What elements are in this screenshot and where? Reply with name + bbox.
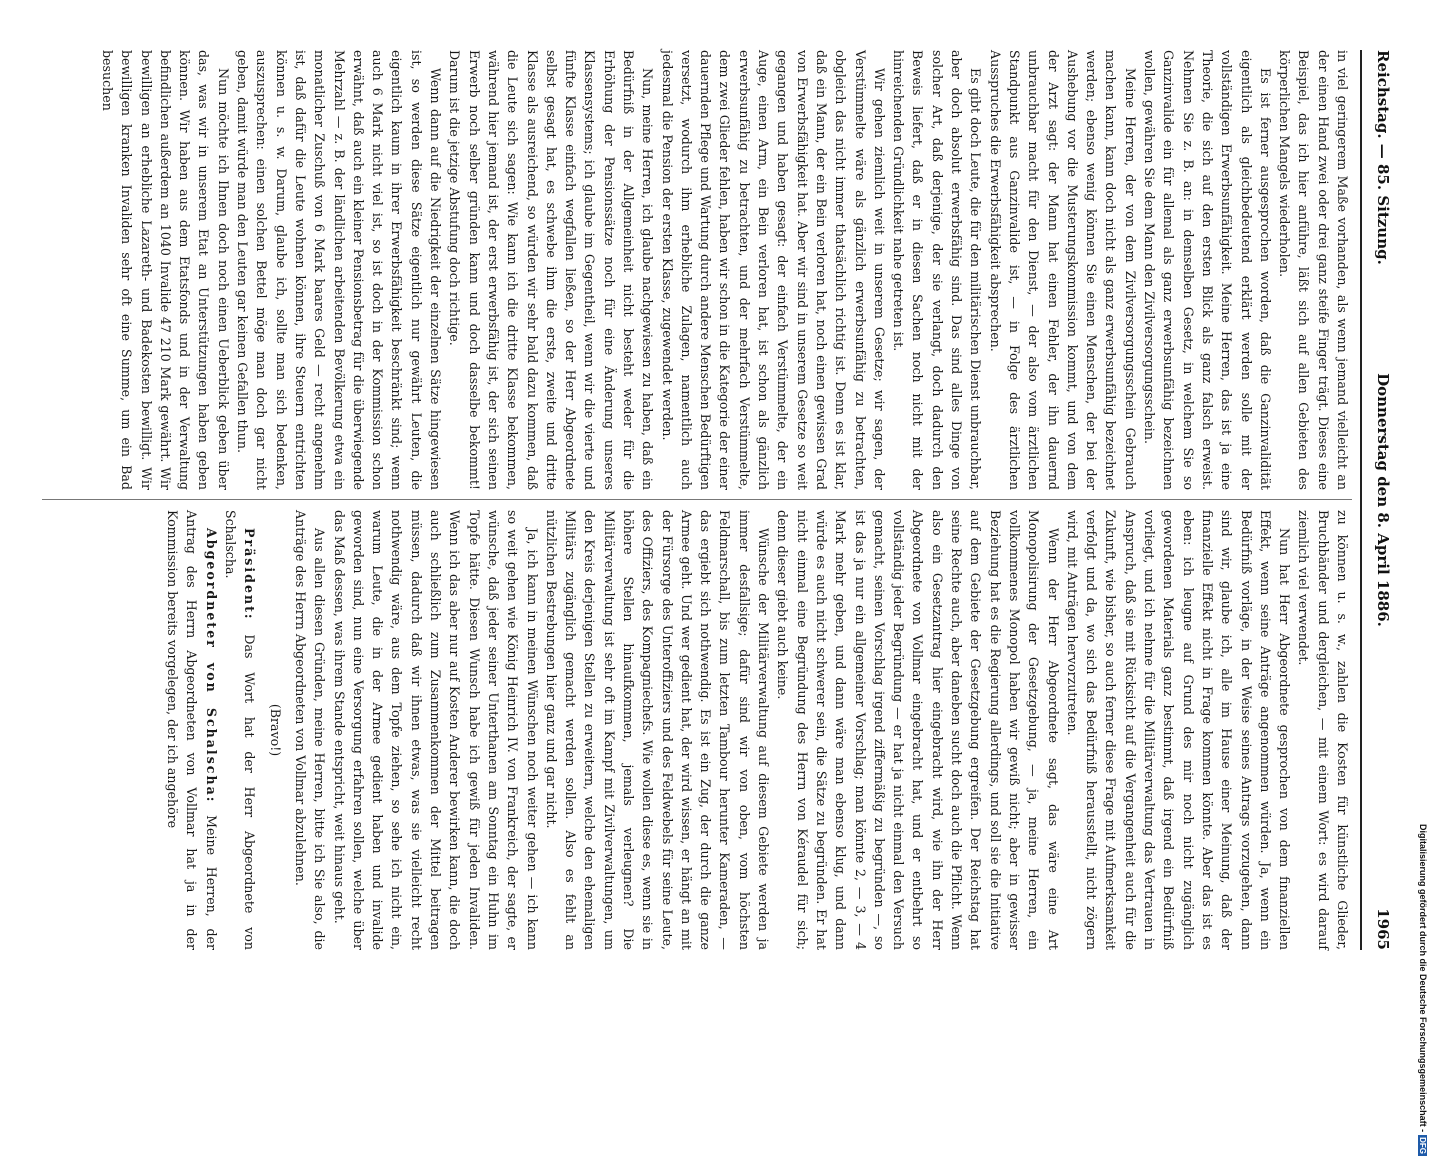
paragraph: Wünsche der Militärverwaltung auf diesem Gebiete werden ja immer desfallsige; dafür sind wir von oben, vom höchsten Feldmarschall, bis zum letzten Tambour herunter Kameraden, — das ergiebt sich nothwendig. Es ist ein Zug, der durch die ganze Armee geht. Und wer gedient hat, der wird wissen, er hängt an mit der Fürsorge des Unteroffiziers und des Feldwebels für seine Leute, des Offiziers, des Kompagniechefs. Wie wollen diese es, wenn sie in höhere Stellen hinaufkommen, jemals verleugnen? Die Militärverwaltung ist sehr oft im Kampf mit Zivilverwaltungen, um den Kreis derjenigen Stellen zu erweitern, welche den ehemaligen Militärs zugänglich gemacht werden sollen. Also es fehlt an nützlichen Bestrebungen hier ganz und gar nicht.: [543, 510, 772, 950]
dfg-logo: DFG: [1418, 1137, 1427, 1154]
paragraph: Nun, meine Herren, ich glaube nachgewiesen zu haben, daß ein Bedürfniß in der Allgemeinheit nicht besteht weder für die Erhöhung der Pensionssätze noch für eine Änderung unseres Klassensystems; ich glaube im Gegentheil, wenn wir die vierte und fünfte Klasse einfach wegfallen ließen, so der Herr Abgeordnete selbst gesagt hat, es schwebe ihm die erste, zweite und dritte Klasse als ausreichend, so würden wir sehr bald dazu kommen, daß die Leute sich sagen: Wie kann ich die dritte Klasse bekommen, während hier jemand ist, der erst erwerbsfähig ist, der sich seinen Erwerb noch selber gründen kann und doch dasselbe bekommt! Darum ist die jetzige Abstufung doch richtige.: [447, 50, 656, 490]
page-header: [1366, 50, 1400, 950]
footer-credit: Digitalisierung gefördert durch die Deutsche Forschungsgemeinschaft -: [1418, 824, 1428, 1133]
paragraph: Wir gehen ziemlich weit in unserem Gesetze; wir sagen, der Verstümmelte wäre als gänzlich erwerbsunfähig zu betrachten, obgleich das nicht immer thatsächlich richtig ist. Denn es ist klar, daß ein Mann, der ein Bein verloren hat, noch einen gewissen Grad von Erwerbsfähigkeit hat. Aber wir sind in unserem Gesetze so weit gegangen und haben gesagt: der einfach Verstümmelte, der ein Auge, einen Arm, ein Bein verloren hat, ist schon als gänzlich erwerbsunfähig zu betrachten, und der mehrfach Verstümmelte, dem zwei Glieder fehlen, haben wir schon in die Kategorie der einer dauernden Pflege und Wartung durch andere Menschen Bedürftigen versetzt, wodurch ihm erhebliche Zulagen, namentlich auch jedesmal die Pension der ersten Klasse, zugewendet werden.: [659, 50, 887, 490]
paragraph: Ja, ich kann in meinen Wünschen noch weiter gehen — ich kann so weit gehen wie König Heinrich IV. von Frankreich, der sagte, er wünsche, daß jeder seiner Unterthanen am Sonntag ein Huhn im Topfe hätte. Diesen Wunsch habe ich gewiß für jeden Invaliden. Wenn ich das aber nur auf Kosten Anderer bewirken kann, die doch auch schließlich zum Zusammenkommen der Mittel beitragen müssen, dadurch daß wir ihnen etwas, was sie vielleicht recht nothwendig wäre, aus dem Topfe ziehen, so sehe ich nicht ein, warum Leute, die in der Armee gedient haben und invalide geworden sind, nun eine Versorgung erfahren sollen, welche über das Maß dessen, was ihrem Stande entspricht, weit hinaus geht.: [331, 510, 540, 950]
digitization-footer: [1416, 490, 1430, 1154]
page-number: 1965: [1374, 908, 1392, 950]
president-paragraph: [221, 510, 260, 950]
paragraph: Nun hat Herr Abgeordnete gesprochen von dem finanziellen Effekt, wenn seine Anträge angenommen würden. Ja, wenn ein Bedürfniß vorläge, in der Weise seines Antrags vorzugehen, dann sind wir, glaube ich, alle im Hause einer Meinung, daß der finanzielle Effekt nicht in Frage kommen könnte. Aber das ist es eben: ich leugne auf Grund des mir noch nicht zugänglich gewordenen Materials ganz bestimmt, daß irgend ein Bedürfniß vorliegt, und ich nehme für die Militärverwaltung das Vertrauen in Anspruch, daß sie mit Rücksicht auf die Vergangenheit auch für die Zukunft, wie bisher, so auch ferner diese Frage mit Aufmerksamkeit verfolgt und da, wo sich das Bedürfniß herausstellt, nicht zögern wird, mit Anträgen hervorzutreten.: [1064, 510, 1293, 950]
applause-note: (Bravo!): [267, 703, 283, 757]
footer-text: [1418, 824, 1428, 1156]
paragraph: zu können u. s. w., zahlen die Kosten für künstliche Glieder, Bruchbänder und dergleichen, — mit einem Wort: es wird darauf ziemlich viel verwendet.: [1296, 510, 1350, 950]
president-text: Das Wort hat der Herr Abgeordnete von Schalscha.: [223, 510, 258, 950]
paragraph: Wenn der Herr Abgeordnete sagt, das wäre eine Art Monopolisirung der Gesetzgebung, — ja, meine Herren, ein vollkommenes Monopol haben wir gewiß nicht; aber in gewisser Beziehung hat es die Regierung allerdings, und soll sie die Initiative auf dem Gebiete der Gesetzgebung ergreifen. Der Reichstag hat seine Rechte auch, aber daneben sucht doch auch die Pflicht. Wenn also ein Gesetzantrag hier eingebracht wird, wie ihn der Herr Abgeordnete von Vollmar eingebracht hat, und er entbehrt so vollständig jeder Begründung — er hat ja nicht einmal den Versuch gemacht, seinen Vorschlag irgend ziffermäßig zu begründen —, so ist das ja nur ein allgemeiner Vorschlag; man könnte 2, — 3, — 4 Mark mehr geben, und dann wäre man ebenso klug, und dann würde es auch nicht schwerer sein, die Sätze zu begründen. Er hat nicht einmal eine Begründung des Herrn von Kéraudel für sich; denn dieser giebt auch keine.: [775, 510, 1061, 950]
paragraph: Es ist ferner ausgesprochen worden, daß die Ganzinvalidität eigentlich als gleichbedeutend erklärt werden solle mit der vollständigen Erwerbsunfähigkeit. Meine Herren, das ist ja eine Theorie, die sich auf den ersten Blick als ganz falsch erweist. Nehmen Sie z. B. an: in demselben Gesetz, in welchem Sie so Ganzinvalide ein für allemal als ganz erwerbsunfähig bezeichnen wollen, gewähren Sie dem Mann den Zivilversorgungsschein.: [1142, 50, 1273, 490]
paragraph: Meine Herren, der von dem Zivilversorgungsschein Gebrauch machen kann, kann doch nicht als ganz erwerbsunfähig bezeichnet werden; ebenso wenig können Sie einen Menschen, der bei der Aushebung vor die Musterungskommission kommt, und von dem der Arzt sagt: der Mann hat einen Fehler, der ihn dauernd unbrauchbar macht für den Dienst, — der also vom ärztlichen Standpunkt aus Ganzinvalide ist, — in Folge des ärztlichen Ausspruches die Erwerbsfähigkeit absprechen.: [987, 50, 1138, 490]
paragraph: Aus allen diesen Gründen, meine Herren, bitte ich Sie also, die Anträge des Herrn Abgeordneten von Vollmar abzulehnen.: [292, 510, 328, 950]
header-left: Reichstag. — 85. Sitzung.: [1374, 50, 1392, 265]
column-left: [42, 50, 1352, 490]
president-label: Präsident:: [242, 528, 258, 621]
speaker-paragraph: [163, 510, 221, 950]
paragraph: Wenn dann auf die Niedrigkeit der einzelnen Sätze hingewiesen ist, so werden diese Sätze eigentlich nur gewährt Leuten, die eigentlich kaum in ihrer Erwerbsfähigkeit beschränkt sind; wenn auch 6 Mark nicht viel ist, so ist doch in der Kommission schon erwähnt, daß auch ein kleiner Pensionsbetrag für die überwiegende Mehrzahl — z. B. der ländlichen arbeitenden Bevölkerung etwa ein monatlicher Zuschuß von 6 Mark baares Geld — recht angenehm ist, daß dafür die Leute wohnen können, ihre Steuern entrichten können u. s. w. Darum, glaube ich, sollte man sich bedenken, auszusprechen: einen solchen Bettel möge man doch gar nicht geben, damit würde man den Leuten gar keinen Gefallen thun.: [235, 50, 444, 490]
paragraph: Es gibt doch Leute, die für den militärischen Dienst unbrauchbar, aber doch absolut erwerbsfähig sind. Das sind alles Dinge von solcher Art, daß derjenige, der sie verlangt, doch dadurch den Beweis liefert, daß er in diesen Sachen noch nicht mit der hinreichenden Gründlichkeit nahe getreten ist.: [891, 50, 984, 490]
paragraph: in viel geringerem Maße vorhanden, als wenn jemand vielleicht an der einen Hand zwei oder drei ganz steife Finger trägt. Dieses eine Beispiel, das ich hier anführe, läßt sich auf allen Gebieten des körperlichen Mangels wiederholen.: [1277, 50, 1350, 490]
rotated-page-content: [26, 20, 1406, 980]
column-right: [42, 510, 1352, 950]
speaker-text: Meine Herren, der Antrag des Herrn Abgeordneten von Vollmar hat ja in der Kommission bereits vorgelegen, der ich angehöre: [165, 510, 219, 950]
header-rule: [1360, 50, 1362, 950]
header-date: Donnerstag den 8. April 1886.: [1374, 373, 1392, 627]
column-divider: [42, 499, 1352, 500]
speaker-label: Abgeordneter von Schalscha:: [203, 528, 219, 804]
paragraph: Nun möchte ich Ihnen doch noch einen Ueberblick geben über das, was wir in unserem Etat an Unterstützungen haben geben können. Wir haben aus dem Etatsfonds und in der Verwaltung befindlichen außerdem an 1040 Invalide 47 210 Mark gewährt. Wir bewilligen an erhebliche Lazareth- und Badekosten bewilligt. Wir bewilligen kranken Invaliden sehr oft eine Summe, um ein Bad besuchen: [100, 50, 231, 490]
